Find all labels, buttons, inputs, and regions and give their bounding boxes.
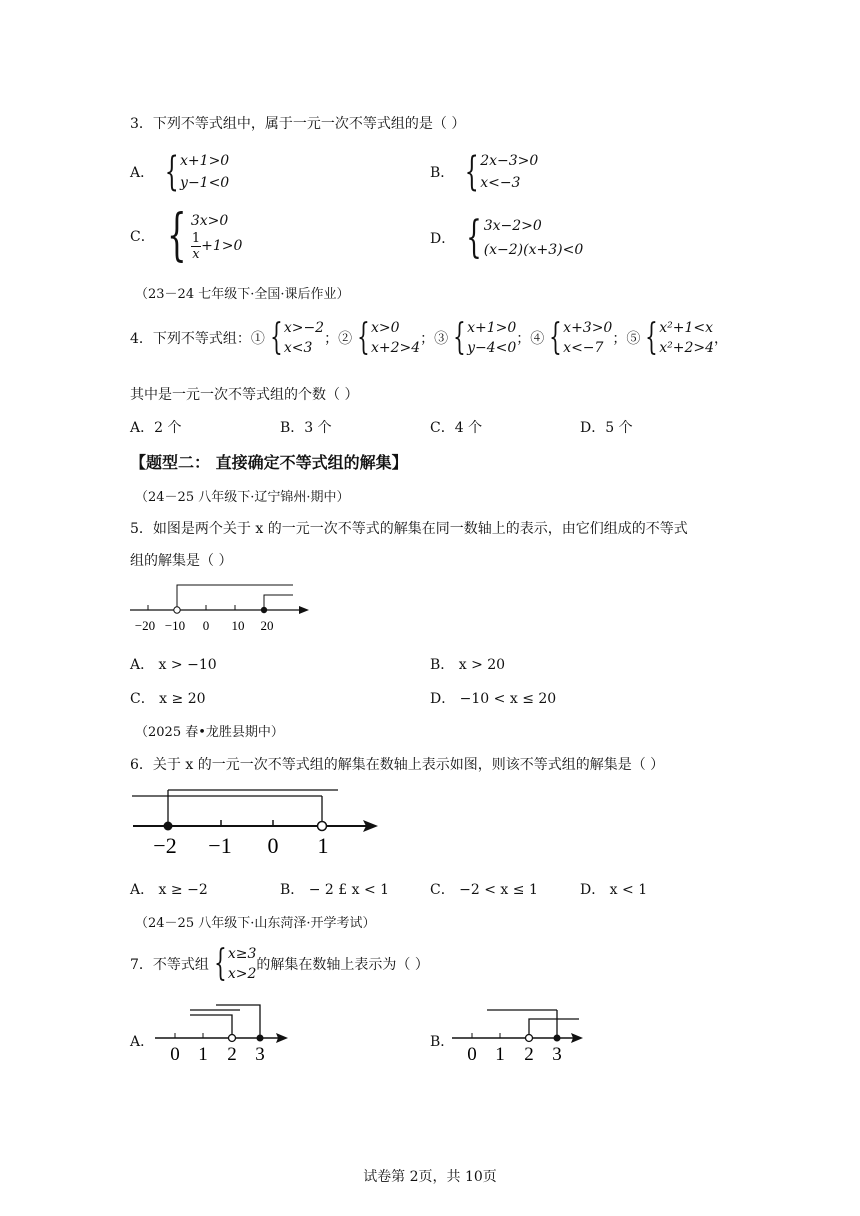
q5-source: （24－25 八年级下·辽宁锦州·期中）	[135, 490, 350, 505]
tick-label: −10	[164, 618, 186, 633]
closed-point	[261, 607, 267, 613]
brace-icon: {	[549, 317, 563, 358]
brace-icon: {	[167, 203, 187, 268]
q5-stem-line2: 组的解集是（ ）	[130, 553, 233, 569]
tick-label: 0	[267, 833, 279, 858]
q6-stem: 6．关于 x 的一元一次不等式组的解集在数轴上表示如图，则该不等式组的解集是（ ）	[130, 757, 665, 773]
closed-point	[554, 1035, 561, 1042]
stem-text: ；③	[420, 331, 449, 347]
stem-text: 4．下列不等式组：①	[130, 331, 265, 347]
brace-icon: {	[453, 317, 466, 358]
solution-bracket	[177, 585, 293, 607]
inequality: +1>0	[201, 238, 243, 254]
q6-number-line	[128, 785, 388, 860]
solution-bracket	[190, 1015, 232, 1035]
q3-option-a	[130, 150, 229, 194]
stem-text: ；②	[324, 331, 353, 347]
inequality: x+1>0	[467, 320, 517, 336]
inequality: y−1<0	[180, 175, 230, 191]
inequality: x<3	[283, 340, 313, 356]
q3-stem: 3．下列不等式组中，属于一元一次不等式组的是（ ）	[130, 116, 466, 132]
brace-icon: {	[357, 317, 370, 358]
inequality: x²+1<x	[659, 320, 714, 336]
brace-icon: {	[464, 149, 479, 195]
inequality: y−4<0	[467, 340, 517, 356]
q6-option-c: C． −2 < x ≤ 1	[430, 882, 538, 898]
open-point	[229, 1035, 236, 1042]
inequality: x<−7	[563, 340, 604, 356]
inequality: x>0	[371, 320, 400, 336]
q5-stem-line1: 5．如图是两个关于 x 的一元一次不等式的解集在同一数轴上的表示，由它们组成的不等式	[130, 521, 688, 537]
tick-label: 10	[231, 618, 245, 633]
inequality: x≥3	[227, 946, 257, 962]
open-point	[318, 822, 327, 831]
option-label: D．	[430, 231, 456, 247]
brace-icon: {	[465, 212, 482, 263]
tick-label: 1	[495, 1044, 505, 1065]
q4-stem-line2: 其中是一元一次不等式组的个数（ ）	[130, 387, 359, 403]
option-label: C．	[130, 229, 155, 245]
q5-option-a: A． x > −10	[130, 657, 217, 673]
stem-text: 的解集在数轴上表示为（ ）	[256, 957, 429, 973]
tick-label: −1	[208, 833, 232, 858]
q5-option-b: B． x > 20	[430, 657, 506, 673]
tick-label: −20	[134, 618, 156, 633]
page-footer: 试卷第 2页，共 10页	[363, 1169, 497, 1185]
q3-option-c	[130, 203, 243, 268]
q6-option-b: B． − 2 £ x < 1	[280, 882, 390, 898]
inequality: x<−3	[480, 175, 521, 191]
q7-option-b-label: B．	[430, 1034, 455, 1050]
q3-option-d	[430, 214, 583, 262]
open-point	[526, 1035, 533, 1042]
q6-source: （2025 春•龙胜县期中）	[135, 725, 284, 740]
q7-option-b-number-line	[447, 1003, 592, 1065]
inequality: x+2>4	[371, 340, 421, 356]
closed-point	[257, 1035, 264, 1042]
solution-bracket	[264, 595, 293, 607]
q5-number-line	[125, 578, 315, 638]
inequality: x+1>0	[180, 153, 230, 169]
solution-bracket	[529, 1019, 579, 1035]
q7-source: （24－25 八年级下·山东菏泽·开学考试）	[135, 916, 376, 931]
tick-label: 2	[227, 1044, 237, 1065]
q4-option-c: C．4 个	[430, 420, 483, 436]
brace-icon: {	[645, 317, 659, 358]
q6-option-d: D． x < 1	[580, 882, 648, 898]
section-heading: 【题型二： 直接确定不等式组的解集】	[130, 453, 408, 472]
brace-icon: {	[164, 149, 179, 195]
q7-option-a-label: A．	[130, 1034, 155, 1050]
open-point	[174, 607, 180, 613]
stem-text: ；④	[516, 331, 545, 347]
q5-option-c: C． x ≥ 20	[130, 691, 206, 707]
q3-option-b	[430, 150, 538, 194]
inequality: x²+2>4	[659, 340, 715, 356]
option-label: A．	[130, 165, 155, 181]
tick-label: 0	[467, 1044, 477, 1065]
inequality: x>−2	[283, 320, 325, 336]
option-label: B．	[430, 165, 455, 181]
tick-label: 0	[202, 618, 210, 633]
q7-stem	[130, 944, 429, 984]
q4-stem	[130, 318, 728, 358]
tick-label: 1	[317, 833, 329, 858]
fraction-denominator: x	[192, 246, 200, 262]
tick-label: −2	[153, 833, 177, 858]
closed-point	[164, 822, 173, 831]
q4-source: （23－24 七年级下·全国·课后作业）	[135, 287, 350, 302]
stem-text: ；⑤	[612, 331, 641, 347]
q4-option-b: B．3 个	[280, 420, 332, 436]
stem-text: 7．不等式组	[130, 957, 209, 973]
q4-option-a: A．2 个	[130, 420, 182, 436]
brace-icon: {	[270, 317, 283, 358]
q6-option-a: A． x ≥ −2	[130, 882, 208, 898]
q5-option-d: D． −10 < x ≤ 20	[430, 691, 557, 707]
stem-text: ，	[714, 331, 729, 347]
fraction-numerator: 1	[191, 230, 201, 246]
tick-label: 1	[198, 1044, 208, 1065]
inequality: 2x−3>0	[480, 153, 539, 169]
q7-option-a-number-line	[150, 1003, 295, 1065]
tick-label: 0	[170, 1044, 180, 1065]
inequality: 3x−2>0	[483, 218, 542, 234]
arrow-icon	[299, 606, 309, 614]
tick-label: 20	[260, 618, 274, 633]
tick-label: 3	[552, 1044, 562, 1065]
tick-label: 2	[524, 1044, 534, 1065]
inequality: x+3>0	[563, 320, 613, 336]
inequality: (x−2)(x+3)<0	[483, 242, 584, 258]
brace-icon: {	[214, 943, 227, 984]
tick-label: 3	[255, 1044, 265, 1065]
q4-option-d: D．5 个	[580, 420, 633, 436]
inequality: x>2	[227, 966, 257, 982]
inequality: 3x>0	[190, 212, 229, 229]
